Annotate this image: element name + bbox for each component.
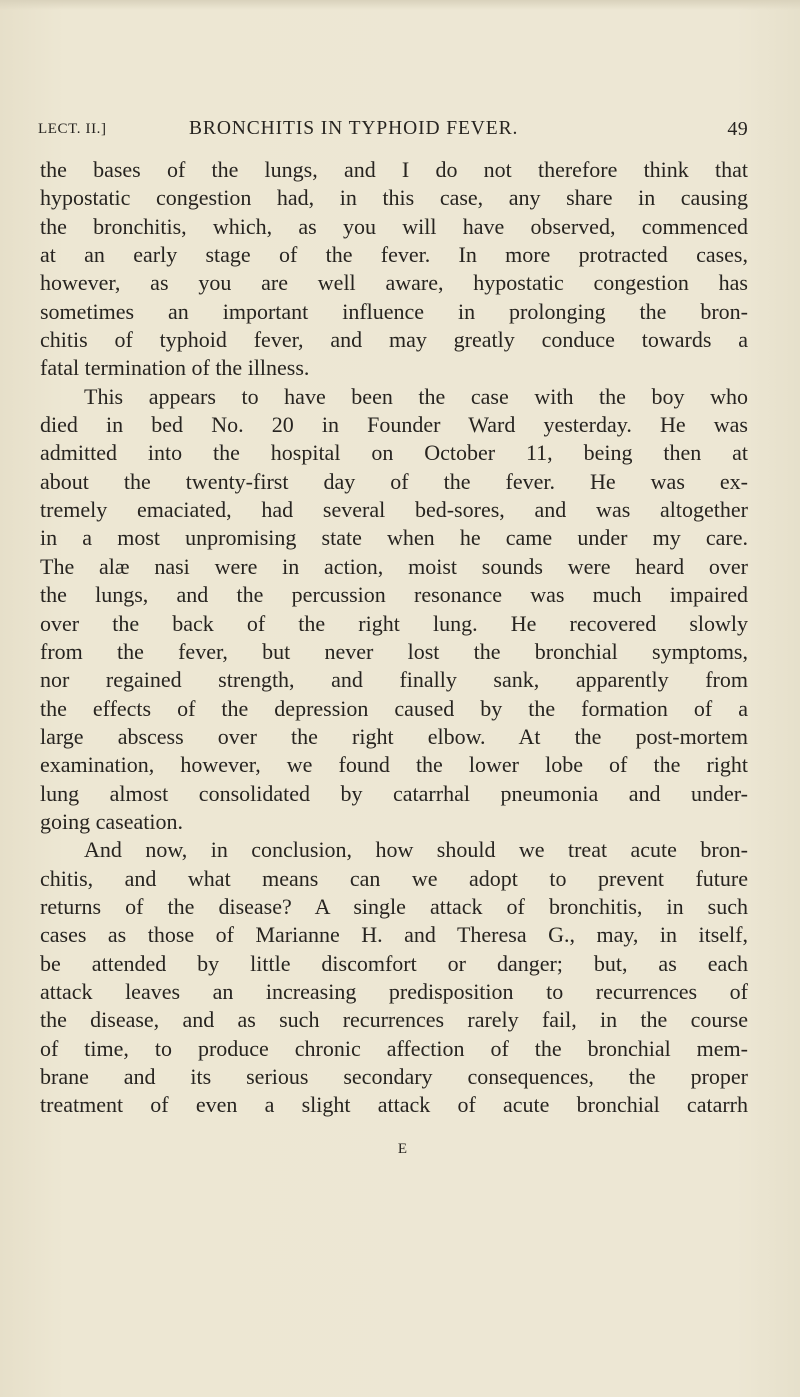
text-line: chitis, and what means can we adopt to prevent future	[40, 865, 748, 891]
running-head-title: BRONCHITIS IN TYPHOID FEVER.	[189, 118, 519, 139]
text-line: And now, in conclusion, how should we treat acute bron-	[84, 837, 748, 863]
text-line: the effects of the depression caused by the formation of a	[40, 695, 748, 721]
text-line: in a most unpromising state when he came under my care.	[40, 525, 748, 551]
page-top-edge	[0, 0, 800, 10]
text-line: hypostatic congestion had, in this case, any share in causing	[40, 185, 748, 211]
text-line: tremely emaciated, had several bed-sores, and was altogether	[40, 497, 748, 523]
text-line: sometimes an important influence in prolonging the bron-	[40, 298, 748, 324]
text-line: however, as you are well aware, hypostatic congestion has	[40, 270, 748, 296]
text-line: lung almost consolidated by catarrhal pneumonia and under-	[40, 780, 748, 806]
running-head-lecture: LECT. II.]	[38, 121, 107, 137]
text-line: cases as those of Marianne H. and Theresa G., may, in itself,	[40, 922, 748, 948]
text-line: chitis of typhoid fever, and may greatly conduce towards a	[40, 327, 748, 353]
text-line: admitted into the hospital on October 11, being then at	[40, 440, 748, 466]
text-line: be attended by little discomfort or danger; but, as each	[40, 950, 748, 976]
text-line: going caseation.	[40, 808, 183, 834]
text-line: the bronchitis, which, as you will have observed, commenced	[40, 213, 748, 239]
text-line: large abscess over the right elbow. At the post-mortem	[40, 723, 748, 749]
text-line: The alæ nasi were in action, moist sounds were heard over	[40, 553, 748, 579]
text-line: about the twenty-first day of the fever. He was ex-	[40, 468, 748, 494]
text-line: over the back of the right lung. He recovered slowly	[40, 610, 748, 636]
running-head	[38, 118, 748, 146]
text-line: treatment of even a slight attack of acute bronchial catarrh	[40, 1092, 748, 1118]
text-line: at an early stage of the fever. In more protracted cases,	[40, 242, 748, 268]
text-line: the lungs, and the percussion resonance was much impaired	[40, 582, 748, 608]
text-line: brane and its serious secondary consequences, the proper	[40, 1064, 748, 1089]
text-line: the bases of the lungs, and I do not therefore think that	[40, 157, 748, 182]
text-line: This appears to have been the case with the boy who	[84, 383, 748, 409]
text-line: nor regained strength, and finally sank, apparently from	[40, 667, 748, 693]
text-line: examination, however, we found the lower lobe of the right	[40, 752, 748, 778]
text-line: the disease, and as such recurrences rarely fail, in the course	[40, 1007, 748, 1033]
text-line: from the fever, but never lost the bronchial symptoms,	[40, 638, 748, 664]
signature-mark: E	[397, 1141, 409, 1157]
text-line: fatal termination of the illness.	[40, 355, 310, 381]
text-line: attack leaves an increasing predisposition to recurrences of	[40, 978, 748, 1004]
body-text	[40, 156, 748, 1120]
text-line: died in bed No. 20 in Founder Ward yesterday. He was	[40, 412, 748, 438]
page-number: 49	[727, 118, 748, 140]
text-line: returns of the disease? A single attack of bronchitis, in such	[40, 893, 748, 919]
text-line: of time, to produce chronic affection of the bronchial mem-	[40, 1035, 748, 1061]
